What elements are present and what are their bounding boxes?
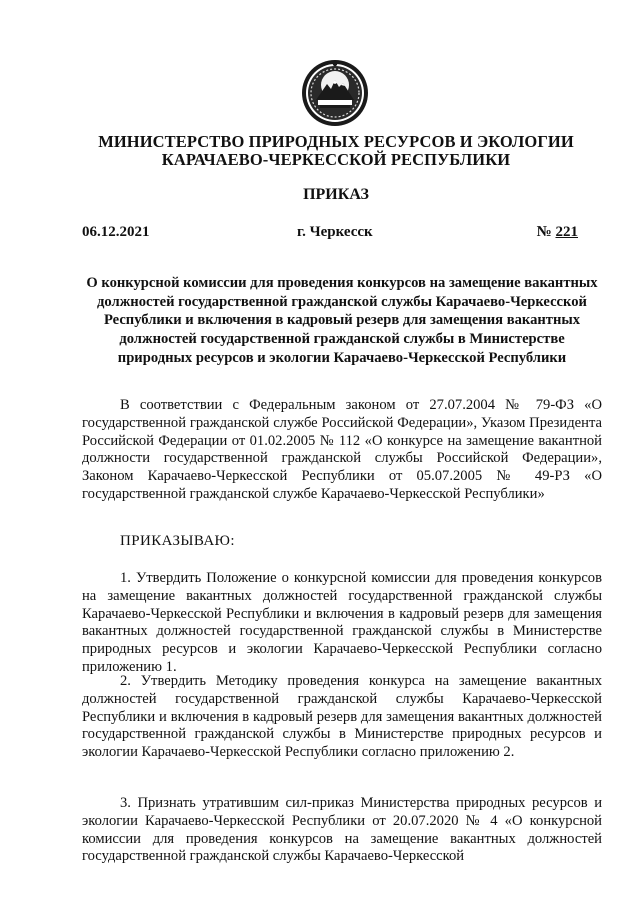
- preamble-paragraph: В соответствии с Федеральным законом от 27.07.2004 № 79-ФЗ «О государственной гражданской службе Российской Федерации», Указом Президента Российской Федерации от 01.02.2005 № 112 «О конкурсе на замещение вакантной должности государственной гражданской службы Российской Федерации», Законом Карачаево-Черкесской Республики от 05.07.2005 № 49-РЗ «О государственной гражданской службе Карачаево-Черкесской Республики»: [82, 397, 602, 502]
- order-title: ПРИКАЗ: [303, 186, 369, 203]
- order-directive: ПРИКАЗЫВАЮ:: [120, 533, 235, 549]
- order-city: г. Черкесск: [297, 224, 373, 240]
- order-item-3: 3. Признать утратившим сил-приказ Министерства природных ресурсов и экологии Карачаево-Черкесской Республики от 20.07.2020 № 4 «О конкурсной комиссии для проведения конкурсов на замещение вакантных должностей государственной гражданской службы Карачаево-Черкесской: [82, 795, 602, 865]
- order-date: 06.12.2021: [82, 224, 150, 240]
- ministry-name: [60, 133, 612, 169]
- order-number-value: 221: [555, 224, 578, 240]
- order-number-prefix: №: [536, 224, 552, 240]
- order-item-2: 2. Утвердить Методику проведения конкурса на замещение вакантных должностей государственной гражданской службы Карачаево-Черкесской Республики и включения в кадровый резерв для замещения вакантных должностей государственной гражданской службы в Министерстве природных ресурсов и экологии Карачаево-Черкесской Республики согласно приложению 2.: [82, 673, 602, 761]
- order-item-1: 1. Утвердить Положение о конкурсной комиссии для проведения конкурсов на замещение вакантных должностей государственной гражданской службы Карачаево-Черкесской Республики и включения в кадровый резерв для замещения вакантных должностей государственной гражданской службы в Министерстве природных ресурсов и экологии Карачаево-Черкесской Республики согласно приложению 1.: [82, 570, 602, 675]
- karachay-cherkessia-coat-of-arms-icon: [300, 58, 370, 128]
- ministry-name-line2: КАРАЧАЕВО-ЧЕРКЕССКОЙ РЕСПУБЛИКИ: [161, 150, 511, 169]
- order-subject: О конкурсной комиссии для проведения конкурсов на замещение вакантных должностей государственной гражданской службы Карачаево-Черкесской Республики и включения в кадровый резерв для замещения вакантных должностей государственной гражданской службы в Министерстве природных ресурсов и экологии Карачаево-Черкесской Республики: [86, 275, 598, 366]
- ministry-name-line1: МИНИСТЕРСТВО ПРИРОДНЫХ РЕСУРСОВ И ЭКОЛОГИИ: [98, 132, 574, 151]
- order-number: [537, 224, 578, 241]
